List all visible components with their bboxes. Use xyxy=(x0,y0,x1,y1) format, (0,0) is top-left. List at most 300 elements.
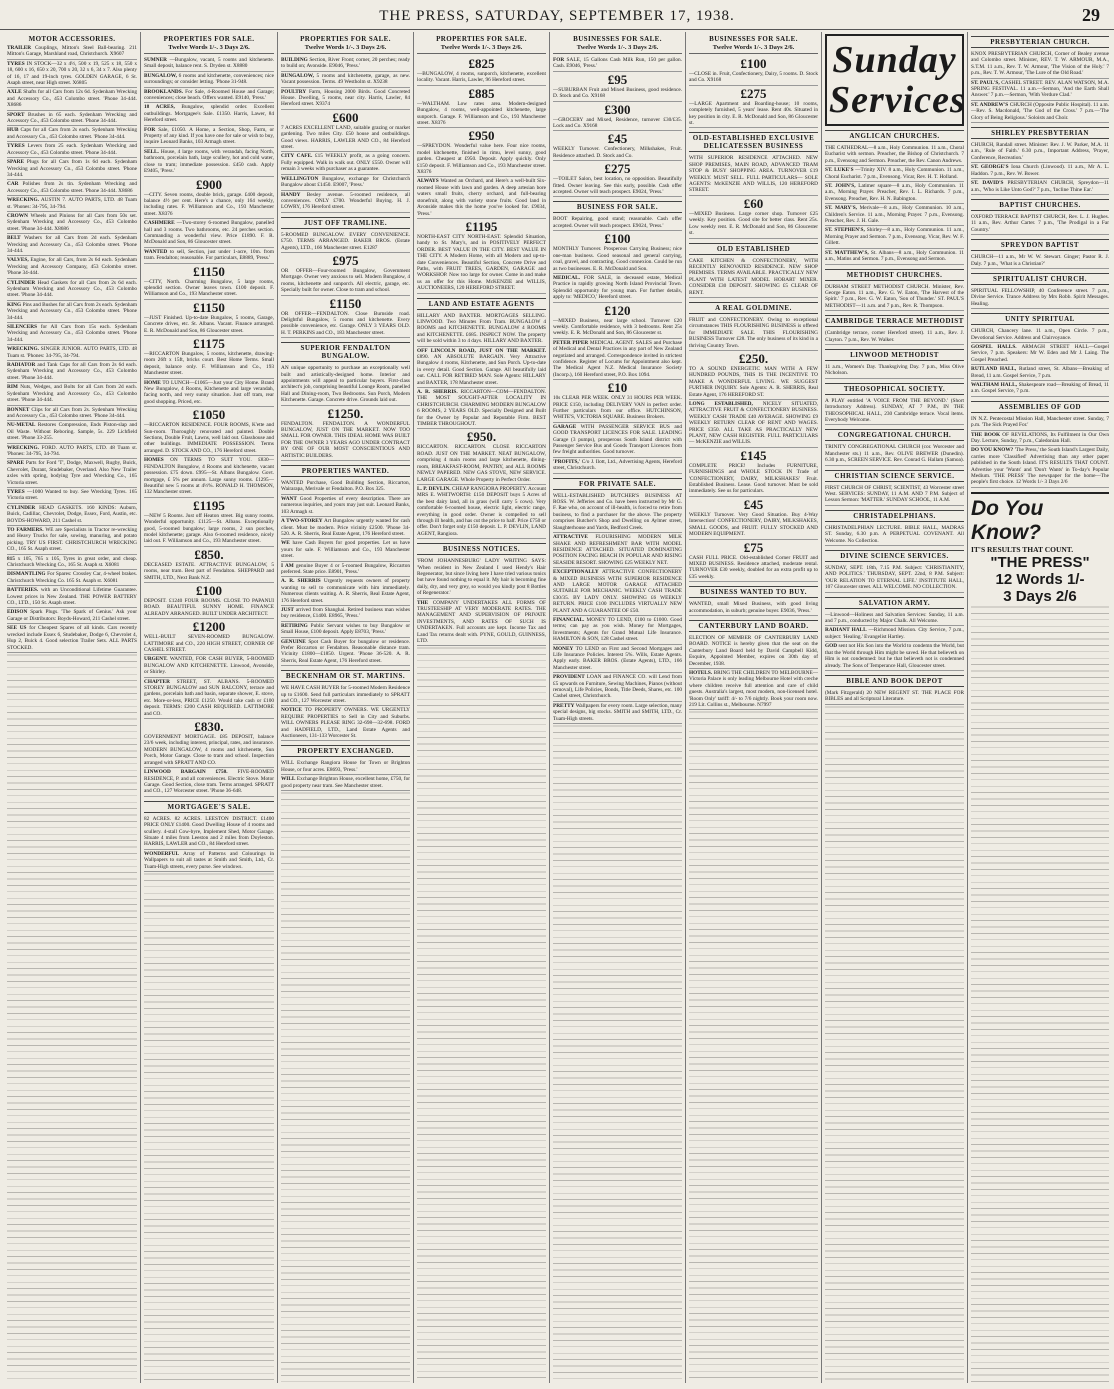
classified-ad xyxy=(553,215,682,231)
ad-body: Nuts, Wedges, and Bolts for all Cars from 2d each. Sydenham Wrecking and Accessory Co., 453 Colombo street. 'Phone 34-444. xyxy=(7,384,137,404)
column-heading: BUSINESSES FOR SALE. xyxy=(709,35,798,43)
classified-ad xyxy=(971,343,1109,365)
classified-ad xyxy=(553,533,682,568)
ad-keyword: CYLINDER xyxy=(7,504,36,511)
classified-ad xyxy=(144,177,274,220)
ad-body: FLOURISHING MODERN MILK SHAKE AND REFRESHMENT BAR WITH MODEL RESIDENCE ATTACHED. SITUATED DOMINATING POSITION FACING BEACH IN POPULAR AND RISING SEASIDE RESORT. SHOWING £25 WEEKLY NET. xyxy=(553,534,682,566)
ad-body: —WALTHAM. Low rates area. Modern-designed Bungalow, 4 rooms, well-appointed kitchenette, large sunporch. Garage. F. Williamson and Co., 193 Manchester street. X8376 xyxy=(417,100,546,127)
classified-ad xyxy=(144,498,274,547)
classified-ad xyxy=(553,131,682,161)
section-heading: SALVATION ARMY. xyxy=(825,597,964,609)
ad-body: WEEKLY Turnover. Very Good Situation. Buy 4-Way Intersection! CONFECTIONERY, DAIRY, MILKSHAKES, SMALL GOODS, and FRUIT. FULLY STOCKED AND MODERN EQUIPMENT. xyxy=(689,511,818,538)
classified-ad xyxy=(7,88,137,110)
ad-price: £1250. xyxy=(327,405,364,421)
masthead-title: THE PRESS, SATURDAY, SEPTEMBER 17, 1938. xyxy=(379,8,735,24)
ad-body: Urgently requests owners of property wanting to sell to communicate with him immediately. Numerous clients waiting. A. R. Sherris, Real Estate Agent, 176 Hereford street. xyxy=(281,578,410,604)
ad-body: SALE, 15 Gallons Cash Milk Run, 150 per gallon. Cash. E9046, 'Press.' xyxy=(553,57,682,70)
ad-body: Wheels and Pinions for all Cars from 50s set. Sydenham Wrecking and Accessory Co., 453 Colombo street. 'Phone 34-444. X8686 xyxy=(7,212,137,232)
classified-ad xyxy=(971,50,1109,79)
ad-body: —BUNGALOW, 4 rooms, sunporch, kitchenette, excellent locality. Vacant. Harris, Lawler, 96 Hereford street. xyxy=(417,71,546,84)
ad-price: £75 xyxy=(743,539,764,555)
ad-body: CHURCH, Randall street. Minister: Rev. J. W. Parker, M.A. 11 a.m., 'Rule of Faith.' 6.30 p.m., Important Address, 'Prayer, Conference, Recreation.' xyxy=(971,142,1109,161)
ad-body: DEPOSIT. £1240 FOUR ROOMS. CLOSE TO PAPANUI ROAD. BEAUTIFUL SUNNY HOME. FINANCE ALREADY ARRANGED. BUILT UNDER ARCHITECT. xyxy=(144,597,274,617)
classified-ad xyxy=(825,484,964,506)
section-heading: OLD ESTABLISHED xyxy=(689,243,818,255)
ad-body: Besley avenue. 5-roomed residence, all conveniences. ONLY £700. Wonderful Buying. H. J. LOWRY, 176 Hereford street. xyxy=(281,191,410,211)
classified-ad xyxy=(553,423,682,458)
ad-keyword: THE BOOK xyxy=(971,431,1001,438)
column-heading: PROPERTIES FOR SALE. xyxy=(163,35,255,43)
sunday-services-banner xyxy=(825,34,964,126)
ad-body: —CLOSE in. Fruit, Confectionery, Dairy, 5 rooms. D. Stock and Co. X9168 xyxy=(689,71,818,84)
section-heading: SPREYDON BAPTIST xyxy=(971,239,1109,251)
column-motor-accessories xyxy=(4,32,141,1383)
ad-body: Washers for all Cars from 2d each. Sydenham Wrecking and Accessory Co., 453 Colombo street. 'Phone 34-444. xyxy=(7,235,137,254)
ad-keyword: LINWOOD BARGAIN £750. xyxy=(144,769,228,776)
ad-keyword: ST. ANDREW'S xyxy=(971,101,1009,108)
classified-ad xyxy=(417,177,546,218)
ad-keyword: AXLE xyxy=(7,89,22,96)
ad-keyword: WONDERFUL xyxy=(144,850,180,857)
ad-keyword: EXCEPTIONALLY xyxy=(553,569,599,576)
ad-body: Section, River Front; corner, 20 perches; ready to build on; Avonside. E9046, 'Press.' xyxy=(281,57,410,70)
ad-keyword: CROWN xyxy=(7,212,28,219)
classified-ad xyxy=(7,234,137,256)
ad-body: x 105, 765 x 105, Tyres in great order, and cheap. Christchurch Wrecking Co., 165 St. Asaph st. X6081 xyxy=(7,555,137,569)
ad-body: Array of Patterns and Colourings in Wallpapers to suit all tastes at Smith and Smith, Ltd., Cr. Tuam-High streets, every purse. See windows. xyxy=(144,850,274,870)
press-tag: "THE PRESS" xyxy=(990,553,1090,571)
ad-body: FOR SALE, in deceased estate, Medical Practice in rapidly growing North Island Provincial Town. Splendid opportunity for young man. For further details, apply to: 'MEDICO,' Hereford street. xyxy=(553,274,682,301)
classified-ad xyxy=(144,547,274,583)
ad-body: BOOT Repairing, good stand; reasonable. Cash offer accepted. Owner will teach prospect. E9024, 'Press.' xyxy=(553,216,682,229)
classified-ad xyxy=(825,144,964,166)
classified-ad xyxy=(7,421,137,443)
ad-keyword: WRECKING. xyxy=(7,444,39,451)
ad-body: and Tank Caps for all Cars from 2s 6d each. Sydenham Wrecking and Accessory Co., 453 Colombo street. 'Phone 34-444. xyxy=(7,362,137,381)
ad-body: CHURCH—11 a.m., Mr W. W. Stewart. Ginger; Pastor R. J. Daly. 7 p.m., 'What is a Christian?' xyxy=(971,254,1109,267)
section-heading: MORTGAGEE'S SALE. xyxy=(144,801,274,813)
do-you-know-panel xyxy=(971,492,1109,605)
results-tagline: IT'S RESULTS THAT COUNT. xyxy=(971,544,1074,554)
ad-body: have Cash Buyers for good properties. Let us have yours for sale. F. Williamson and Co., 193 Manchester street. xyxy=(281,540,410,560)
ad-price: £300 xyxy=(604,101,631,117)
classified-ad xyxy=(144,336,274,379)
ad-body: 10s CLEAR PER WEEK. ONLY 31 HOURS PER WEEK. PRICE £150, including DELIVERY VAN in perfect order. Further particulars from our office. HUTCHINSON, WHITE'S, VICTORIA SQUARE. Business Brokers. xyxy=(553,395,682,421)
classified-ad xyxy=(971,141,1109,163)
ad-body: WILL Exchange Rangiora House for Town or Brighton House, or four acres. E8693, 'Press.' xyxy=(281,760,410,773)
section-heading: BUSINESS WANTED TO BUY. xyxy=(689,586,818,598)
ad-body: FIVE-ROOMED RESIDENCE, P. and all conveniences. Electric Stove. Motor Garage. Good Section, close tram. Terms arranged. SPRATT and CO., 127 Worcester street. 'Phone 36-648. xyxy=(144,769,274,795)
ad-keyword: SEE US xyxy=(7,625,27,632)
ad-price: £1150 xyxy=(193,263,225,279)
classified-ad xyxy=(417,86,546,129)
ad-body: arrived from Shanghai. Retired business man wishes buy residence, £1400. E8965, 'Press.' xyxy=(281,606,410,620)
ad-body: MEDICAL AGENT. SALES and Purchase of Medical and Dental Practices in any part of New Zealand negotiated and arranged. Correspondence invited in strictest confidence. Register of Locums for Appointment also kept. The Medical Agent N.Z. Medical Insurance Society (Incorp.), 160 Hereford street, P.O. Box 1094. xyxy=(553,339,682,378)
ad-keyword: PRETTY xyxy=(553,702,575,709)
ad-body: 6 rooms and kitchenette, conveniences; nice surroundings; or consider letting. 'Phone 31-948. xyxy=(144,72,274,86)
classified-ad xyxy=(281,253,410,296)
classified-ad xyxy=(825,226,964,248)
classified-ad xyxy=(553,702,682,724)
ad-price: £1150 xyxy=(329,295,362,311)
section-heading: JUST OFF TRAMLINE. xyxy=(281,217,410,229)
classified-ad xyxy=(144,264,274,300)
ad-body: OF REVELATIONS, Its Fulfilment in Our Own Day. Lecture, Sunday, 7 p.m., Caledonian Hall. xyxy=(971,431,1109,445)
ad-body: LOAN and FINANCE CO. will Lend from £5 upwards on Furniture, Sewing Machines, Pianos (without removal), Life Policies, Bonds, Title Deeds, Shares, etc. 100 Cashel street, Christchurch. xyxy=(553,674,682,700)
ad-body: IN N.Z. Pentecostal Mission Hall, Manchester street. Sunday, 7 p.m. 'The Sick Prayed For.' xyxy=(971,415,1109,429)
classified-ad xyxy=(417,388,546,429)
ad-price: £1200 xyxy=(192,619,226,635)
classified-ad xyxy=(281,577,410,606)
classified-ad xyxy=(553,161,682,197)
ad-keyword: POULTRY xyxy=(281,88,307,95)
ad-keyword: CYLINDER xyxy=(7,279,36,286)
classified-ad xyxy=(7,196,137,212)
classified-ad xyxy=(971,213,1109,235)
ad-keyword: SPORT xyxy=(7,111,25,118)
column-church-services-2 xyxy=(968,32,1112,1383)
ad-body: KNOX PRESBYTERIAN CHURCH, Corner of Bealey avenue and Colombo street. Minister, REV. T. W. ARMOUR, M.A., S.T.M. 11 a.m., Rev. T. W. Armour, 'The Vision of the Holy.' 7 p.m., Rev. T. W. Armour, 'The Lure of the Old Road.' xyxy=(971,51,1109,77)
ad-price: £95 xyxy=(607,71,628,87)
classified-ad xyxy=(144,56,274,72)
ad-keyword: PROVIDENT xyxy=(553,674,585,681)
do-you-know-title: Do You Know? xyxy=(971,496,1044,544)
ad-body: WANTED, small Mixed Business, with good living accommodation, in suburb; genuine buyer. E9036, 'Press.' xyxy=(689,601,818,614)
ad-keyword: JUST xyxy=(281,606,294,613)
ad-price: £1050 xyxy=(192,407,226,423)
ad-price: £250. xyxy=(738,350,769,366)
classified-ad xyxy=(281,175,410,191)
ad-keyword: 815 xyxy=(7,555,15,562)
ad-keyword: TYRES xyxy=(7,488,25,495)
ad-keyword: PETER PIPER xyxy=(553,339,589,346)
ad-body: —CITY. Seven rooms, double brick, garage. £400 deposit, balance 4½ per cent. Here's a chance, only 164 weekly, including rates. F. Williamson and Co., 193 Manchester street. X8376 xyxy=(144,191,274,217)
ad-body: HEAD GASKETS. 160 KINDS: Auburn, Buick, Cadillac, Chevrolet, Dodge, Essex, Ford, Austin, etc. BOYDS-HOWARD, 211 Cashel st. xyxy=(7,504,137,524)
classified-ad xyxy=(553,568,682,616)
classified-ad xyxy=(971,446,1109,487)
ad-keyword: LONG ESTABLISHED, xyxy=(689,401,753,407)
ad-keyword: GOSPEL HALLS. xyxy=(971,343,1017,350)
classified-ad xyxy=(7,323,137,345)
classified-ad xyxy=(553,492,682,533)
ad-body: for Cheapest Spares of all kinds. Cars recently wrecked include Essex 6, Studebaker, Dodge 6, Chevrolet 4, Hup 2, Buick 4. Good selection Trailer Sets. ALL PARTS STOCKED. xyxy=(7,625,137,651)
classified-ad xyxy=(7,142,137,158)
ad-keyword: WANT xyxy=(281,495,297,502)
ad-price: £1195 xyxy=(193,497,225,513)
column-properties-for-sale-2 xyxy=(278,32,414,1383)
ad-keyword: RADIATOR xyxy=(7,362,36,369)
ad-body: for All Cars from 15s each. Sydenham Wrecking and Accessory Co., 453 Colombo street. 'Phone 34-444. xyxy=(7,324,137,343)
classified-ad xyxy=(553,102,682,132)
ad-body: Latimer square—8 a.m., Holy Communion. 11 a.m., Morning Prayer. Preacher, Rev. I. L. Richards. 7 p.m., Evensong. Preacher, Rev. H. N. Babington. xyxy=(825,183,964,202)
ad-keyword: BATTERIES. xyxy=(7,587,39,594)
ad-body: WITH SUPERIOR RESIDENCE ATTACHED. NEW SHOP PREMISES, MAIN ROAD, ADVANCED TRAM STOP & BUSY SHOPPING AREA. TURNOVER £19 WEEKLY. MUST SELL. FULL PARTICULARS— SOLE AGENTS: McKENZIE AND WILLIS, 120 HEREFORD STREET. xyxy=(689,155,818,194)
sunday-services-title: Sunday Services xyxy=(829,39,966,121)
ad-keyword: ST. GEORGE'S xyxy=(971,164,1009,171)
column-church-services-1 xyxy=(822,32,968,1383)
column-rates: Twelve Words 1/-. 3 Days 2/6. xyxy=(144,44,274,54)
classified-ad xyxy=(553,616,682,645)
classified-ad xyxy=(971,253,1109,269)
column-rates: Twelve Words 1/-. 3 Days 2/6. xyxy=(689,44,818,54)
classified-ad xyxy=(689,316,818,351)
classified-ad xyxy=(144,126,274,148)
ad-keyword: CAR xyxy=(7,181,19,188)
classified-ad xyxy=(281,56,410,72)
classified-ad xyxy=(7,488,137,504)
ad-price: £600 xyxy=(332,109,359,125)
ad-keyword: RETIRING xyxy=(281,622,308,629)
ad-keyword: TRAILER xyxy=(7,45,32,51)
ad-body: —RICCARTON RESIDENCE. FOUR ROOMS, K'ette and Sun-room. Thoroughly renovated and painted. Double Sections, Double Fruit, Lawns, well laid out. Glasshouse and other buildings. IMMEDIATE POSSESSION. Terms arranged. D. STOCK AND CO., 176 Hereford street. xyxy=(144,422,274,454)
ad-body: FORD. AUTO PARTS, LTD. 48 Tuam st. 'Phones: 34-795, 34-794. xyxy=(7,444,137,457)
classified-ad xyxy=(689,600,818,616)
ad-body: WEEKLY Turnover. Confectionery, Milkshakes, Fruit. Residence attached. D. Stock and Co. xyxy=(553,146,682,159)
classified-ad xyxy=(281,706,410,741)
ad-keyword: BUNGALOW, xyxy=(144,72,177,79)
ad-body: —LARGE Apartment and Boarding-house; 10 rooms, completely furnished, 5 years' lease. Rent 40s. Situated in key position in city. E. R. McDonald and Son, 86 Gloucester st. xyxy=(689,100,818,127)
section-heading: ASSEMBLIES OF GOD xyxy=(971,401,1109,413)
classified-ad xyxy=(7,301,137,323)
classified-ad xyxy=(417,219,546,294)
ad-body: AN unique opportunity to purchase an exceptionally well built and artistically-designed home. Interior and appointments will appeal to particular buyers. First-class architect's job, comprising beautiful Lounge Room, panelled Hall and Dining-room, Two Bedrooms. Sun Porch, Modern Kitchenette. Garage. Concrete drive. Grounds laid out. xyxy=(281,365,410,404)
section-heading: METHODIST CHURCHES. xyxy=(825,269,964,281)
section-heading: BIBLE AND BOOK DEPOT xyxy=(825,675,964,687)
classified-ad xyxy=(144,88,274,104)
ad-list xyxy=(144,56,274,872)
section-heading: LAND AND ESTATE AGENTS xyxy=(417,298,546,310)
ad-body: Shafts for all Cars from 12s 6d. Sydenham Wrecking and Accessory Co., 453 Colombo street. 'Phone 34-444. X8686 xyxy=(7,89,137,109)
section-heading: BECKENHAM OR ST. MARTINS. xyxy=(281,670,410,682)
ad-keyword: EDISON xyxy=(7,609,28,616)
fine-print-texture xyxy=(553,724,682,1383)
ad-body: Wallpapers for every room. Large selection, many special designs, big stocks. SMITH and SMITH, LTD., Cr. Tuam-High streets. xyxy=(553,702,682,722)
ad-body: Exchange Brighton House, excellent home, £750, for good property near tram. See Manchester street. xyxy=(281,776,410,789)
ad-keyword: FINANCIAL. xyxy=(553,616,585,623)
classified-ad xyxy=(971,381,1109,397)
classified-ad xyxy=(7,60,137,89)
section-heading: DIVINE SCIENCE SERVICES. xyxy=(825,550,964,562)
ad-keyword: RIM xyxy=(7,384,18,391)
classified-ad xyxy=(7,212,137,234)
ad-keyword: WE xyxy=(281,540,290,547)
ad-body: 11 a.m., Women's Day. Thanksgiving Day. 7 p.m., Miss Olive Nicholson. xyxy=(825,363,964,377)
section-heading: ANGLICAN CHURCHES. xyxy=(825,130,964,142)
classified-ad xyxy=(689,497,818,540)
fine-print-texture xyxy=(825,705,964,1383)
ad-keyword: SPARE xyxy=(7,460,24,467)
classified-ad xyxy=(417,128,546,177)
classified-ad xyxy=(7,526,137,555)
classified-ad xyxy=(553,56,682,72)
ad-keyword: URGENT. xyxy=(144,656,168,663)
ad-price: £1195 xyxy=(465,218,498,234)
ad-keyword: ST. JOHN'S, xyxy=(825,183,856,190)
ad-body: with an Unconditional Lifetime Guarantee. Lowest prices in New Zealand. THE POWER BATTERY CO., LTD., 150 St. Asaph street. xyxy=(7,587,137,607)
classified-ad xyxy=(553,72,682,102)
ad-keyword: WRECKING. xyxy=(7,346,39,353)
ad-body: For Spares: Crossley Car, 4-wheel brakes. Christchurch Wrecking Co. 165 St. Asaph st. X6081 xyxy=(7,571,137,584)
classified-ad xyxy=(7,586,137,608)
ad-body: 5 rooms and kitchenette, garage, as new. Vacant possession. Terms. 49 Westholm st. X9238 xyxy=(281,72,410,86)
classified-ad xyxy=(7,361,137,383)
classified-ad xyxy=(281,495,410,517)
ad-list xyxy=(689,56,818,710)
classified-ad xyxy=(825,524,964,546)
ad-keyword: A TWO-STOREY xyxy=(281,518,323,525)
ad-body: Restores Compression, Ends Piston-slap and Oil Waste. Without Reboring. Sample, 5s. 229 Lichfield street. 'Phone 33-255. xyxy=(7,422,137,442)
ad-body: sent not His Son into the World to condemn the World, but that the World through Him might be saved. He that believeth on Him is not condemned: but he that believeth not is condemned already. The Sons of Temperance Hall, Gloucester street. xyxy=(825,643,964,669)
ad-body: Brushes in 65 each. Sydenham Wrecking and Accessory Co., 453 Colombo street. 'Phone 34-444. xyxy=(7,111,137,125)
ad-list xyxy=(825,130,964,705)
classified-ad xyxy=(281,231,410,253)
classified-ad xyxy=(281,72,410,88)
classified-ad xyxy=(7,406,137,422)
classified-ad xyxy=(281,517,410,539)
column-businesses-for-sale-2 xyxy=(686,32,822,1383)
classified-ad xyxy=(7,279,137,301)
ad-keyword: L. P. DEVLIN. xyxy=(417,485,451,492)
ad-body: WE HAVE CASH BUYER for 5-roomed Modern Residence up to £1600. Send full particulars immediately to SPRATT and CO., 127 Worcester street. xyxy=(281,685,410,705)
classified-ad xyxy=(825,689,964,705)
ad-body: FRUIT and CONFECTIONERY. Owing to exceptional circumstances THIS FLOURISHING BUSINESS is offered for IMMEDIATE SALE. THIS FLOURISHING BUSINESS Turnover £28. The only business of its kind in a thriving Country Town. xyxy=(689,316,818,349)
ad-price: £45 xyxy=(607,131,628,147)
classified-ad xyxy=(971,431,1109,447)
classified-ad xyxy=(417,429,546,484)
classified-ad xyxy=(825,611,964,627)
ad-keyword: WALTHAM HALL, xyxy=(971,382,1017,388)
ad-body: 7 ACRES EXCELLENT LAND, suitable grazing or market gardening. Two miles City. £50 house and outbuildings. Good views. HARRIS, LAWLER AND CO., 84 Hereford street. xyxy=(281,124,410,151)
ad-keyword: OFF LINCOLN ROAD, JUST ON THE MARKET. xyxy=(417,347,546,354)
ad-body: SUNDAY, SEPT. 18th, 7.15 P.M. Subject: 'CHRISTIANITY, AND POLITICS.' THURSDAY, SEPT. 22nd, 8 P.M. Subject: 'OUR RELATION TO ETERNAL LIFE.' INSTITUTE HALL, 107 Gloucester street. ALL WELCOME. NO COLLECTION. xyxy=(825,565,964,591)
classified-ad xyxy=(281,296,410,339)
ad-keyword: SPARE xyxy=(7,159,24,166)
ad-keyword: MEDICAL. xyxy=(553,274,580,281)
ad-body: 'FROM JOHANNESBURG' LADY WRITING SAYS: 'When resident in New Zealand I used Hendy's Hair Regenerator, but since living here I have tried various tonics but have found nothing to equal it. My hair is becoming fine daily, dry, and very grey, so would you kindly post 8 Bottles of Regenerator.' xyxy=(417,558,546,597)
ad-keyword: I AM xyxy=(281,562,294,569)
fine-print-texture xyxy=(7,653,137,1383)
ad-body: OR OFFER—Four-roomed Bungalow, Government Mortgage. Owner very anxious to sell. Modern Bungalow, 4 rooms, kitchenette and sunporch. All electric, garage, etc. Specially built for owner. Close to tram and school. xyxy=(281,267,410,294)
classified-ad xyxy=(144,148,274,177)
ad-body: genuine Buyer 4 or 5-roomed Bungalow, Riccarton preferred. State price. E8901, 'Press.' xyxy=(281,562,410,575)
ad-body: PRESBYTERIAN CHURCH, Spreydon—11 a.m., 'Who is Like Unto God?' 7 p.m., 'Incline Thine Ear.' xyxy=(971,180,1109,193)
fine-print-texture xyxy=(281,791,410,1383)
classified-ad xyxy=(689,448,818,497)
ad-body: —Linwood—Holiness and Salvation Services: Sunday, 11 a.m. and 7 p.m., conducted by Major Chalk. All Welcome. xyxy=(825,611,964,625)
ad-body: Good Properties of every description. There are numerous inquiries, and yours may just suit. Leonard Banks, 103 Armagh st. xyxy=(281,495,410,515)
ad-price: £975 xyxy=(332,252,359,268)
ad-body: House, 4 large rooms, with verandah, facing North, bathroom, porcelain bath, large scullery, hot and cold water, close to tram; immediate possession. £450 cash. Apply E9405, 'Press.' xyxy=(144,148,274,175)
ad-body: RICCARTON. RICCARTON. CLOSE RICCARTON ROAD. JUST ON THE MARKET. NEAT BUNGALOW, comprising 4 main rooms and large kitchenette, dining-room, BREAKFAST-ROOM, PANTRY, and ALL ROOMS NEWLY PAPERED. NEW GAS STOVE, NEW SERVICE. LARGE GARAGE. Whole Property in Perfect Order. xyxy=(417,444,546,483)
ad-price: £1175 xyxy=(193,336,225,351)
ad-list xyxy=(553,56,682,724)
section-heading: CAMBRIDGE TERRACE METHODIST xyxy=(825,317,964,326)
ad-body: CHRISTADELPHIAN LECTURE. BIBLE HALL, MADRAS ST. Sunday, 6.30 p.m. A PERPETUAL COVENANT. All Welcome. No Collection. xyxy=(825,524,964,544)
ad-body: £15 WEEKLY profit, as a going concern. Fully equipped. Walk in walk out. ONLY £550. Owner will remain 3 weeks with purchaser as a guarantee. xyxy=(281,153,410,173)
ad-body: HILLARY AND BAXTER. MORTGAGES SELLING. LINWOOD. Two Minutes From Tram. BUNGALOW 4 ROOMS and KITCHENETTE. BUNGALOW 4 ROOMS and KITCHENETTE. £685. INSPECT NOW. The property will be sold within 3 to 4 days. HILLARY AND BAXTER. xyxy=(417,312,546,345)
classified-ad xyxy=(971,163,1109,179)
ad-price: £45 xyxy=(743,496,764,512)
ad-body: TO PROPERTY OWNERS. WE URGENTLY REQUIRE PROPERTIES to Sell in City and Suburbs. WILL OWNERS PLEASE RING 32-698—32-698. FORD and HADFIELD, LTD., Land Estate Agents and Auctioneers, 131-133 Worcester St. xyxy=(281,707,410,740)
ad-body: Art Bungalow urgently wanted for cash client. Must be modern. Price vicinity £2500. 'Phone 34-520. A. R. Sherris, Real Estate Agent, 176 Hereford street. xyxy=(281,518,410,537)
ad-keyword: WANTED xyxy=(144,248,168,255)
ad-body: Wanted an Orchard, and Here's a well-built Six-roomed House with lawn and garden. A deep artesian bore waters small fruits, cherry orchard, and full-bearing stonefruit, along with variety stone fruits. Good land in Avonside makes this the home you've looked for. £9034, 'Press.' xyxy=(417,178,546,217)
ad-body: FENDALTON. FENDALTON. A WONDERFUL BUNGALOW, JUST ON THE MARKET. NOW TOO SMALL FOR OWNER. THIS IDEAL HOME WAS BUILT FOR THE OWNER 3 YEARS AGO UNDER CONTRACT BY ONE OF OUR MOST CONSCIENTIOUS AND ARTISTIC BUILDERS. xyxy=(281,420,410,459)
classified-ad xyxy=(7,444,137,460)
ad-list xyxy=(971,36,1109,605)
column-businesses-for-sale-1 xyxy=(550,32,686,1383)
ad-body: FIRST CHURCH OF CHRIST, SCIENTIST, 43 Worcester street West. SERVICES: SUNDAY, 11 A.M. AND 7 P.M. Subject of Lesson Sermon: 'MATTER.' SUNDAY SCHOOL, 11 A.M. xyxy=(825,484,964,504)
classified-ad xyxy=(144,655,274,677)
ad-price: £830. xyxy=(194,719,224,735)
classified-ad xyxy=(825,564,964,593)
ad-body: ELECTION OF MEMBER OF CANTERBURY LAND BOARD. NOTICE is hereby given that the seat on the Canterbury Land Board held by David Campbell Kidd, Esquire, Appointed Member, expires on 30th day of December, 1938. xyxy=(689,634,818,667)
ad-body: —Two-storey 6-roomed Bungalow, panelled hall and 3 rooms. Two bathrooms, etc. 24 perches section. Commanding a wonderful view. Price £1890. F. R. McDonald and Son, 86 Gloucester street. xyxy=(144,220,274,246)
ad-body: MONTHLY Turnover. Prosperous Carrying Business; nice one-man business. Good seasonal and general carrying, coal, gravel, and contracting. Good connexion. Could be run as two businesses. E. R. McDonald and Son. xyxy=(553,246,682,272)
ad-body: ON TERMS TO SUIT YOU. £830—FENDALTON Bungalow, 4 Rooms and kitchenette, vacant possession. £75 down. £995—St. Albans Bungalow. Govt. mortgage, £ 5% per annum. Large sunny rooms. £1295—Beautiful new 5 rooms at 4½%. RONALD H. THOMSON, 132 Manchester street. xyxy=(144,457,274,496)
ad-body: Bungalow, exchange for Christchurch Bungalow about £1450. E9007, 'Press.' xyxy=(281,175,410,189)
section-heading: BAPTIST CHURCHES. xyxy=(971,199,1109,211)
ad-body: TO LEND on First and Second Mortgages and Life Insurance Policies. Interest 5%. Wills, Estate Agents. Apply early. BAKER BROS. (Estate Agents), LTD., 166 Manchester street. xyxy=(553,645,682,671)
classified-ad xyxy=(825,182,964,204)
ad-keyword: WELLINGTON xyxy=(281,175,319,182)
ad-body: WELL-ESTABLISHED BUTCHER'S BUSINESS AT ROSS. W. Jefferies and Co. have been instructed by Mr G. F. Rae who, on account of ill-health, is forced to retire from business, to find a purchaser for the above. The property comprises Butcher's Shop and Dwelling on Aylmer street, Slaughterhouse and Yards, Bedford Creek. xyxy=(553,492,682,531)
ad-list xyxy=(7,44,137,653)
classified-ad xyxy=(417,312,546,347)
classified-ad xyxy=(825,329,964,345)
ad-body: Sale, £1050. A Home, a Section, Shop, Farm, or Property of any kind. If you have one for sale or wish to buy, inquire Leonard Banks, 103 Armagh street. xyxy=(144,126,274,146)
classified-ad xyxy=(144,219,274,248)
ad-keyword: A. R. SHERRIS. xyxy=(417,389,458,396)
classified-ad xyxy=(553,274,682,303)
ad-list xyxy=(281,56,410,791)
classified-ad xyxy=(417,557,546,598)
ad-body: Engine, for all Cars, from 2s 6d each. Sydenham Wrecking and Accessory Company, 453 Colombo street. 'Phone 34-444. xyxy=(7,257,137,277)
ad-body: ARMAGH STREET HALL—Gospel Service, 7 p.m. Speakers: Mr W. Eden and Mr J. Laing. The Gospel Preached. xyxy=(971,343,1109,363)
ad-body: CHEAP RANGIORA PROPERTY. Account MRS E. WHITWORTH: £150 DEPOSIT buys 5 Acres of the best dairy land, all in grass (will carry 5 cows). Very comfortable 6-roomed house, electric light, electric range, everything in good order. Owner is compelled to sell through ill health, and has cut the price to half. Price £750 or offer. Don't forget only £150 deposit. L. P. DEVLIN, LAND AGENT, Rangiora. xyxy=(417,485,546,537)
ad-body: STREET, ST. ALBANS. 5-ROOMED STOREY BUNGALOW and SUN BALCONY, terrace and gardens, porcelain bath and basin, separate shower, E. stove, etc. More-or-less, PRICE £1250. Would take cash or £100 deposit. TERMS: £200 CASH REQUIRED. LATTIMORE and CO. xyxy=(144,678,274,717)
ad-body: WE are Specialists in Tractor re-wrecking and Heavy Trucks for sale, sowing, manuring, and potato picking. TRY US FIRST. CHRISTCHURCH WRECKING CO., 165 St. Asaph street. xyxy=(7,527,137,553)
ad-body: A PLAY entitled 'A VOICE FROM THE BEYOND.' (Short Introductory Address). SUNDAY, AT 7 P.M., IN THE THEOSOPHICAL HALL, 230 Cambridge terrace. Vocal items. Everybody Welcome. xyxy=(825,397,964,423)
classified-ad xyxy=(825,642,964,671)
classified-ad xyxy=(281,606,410,622)
ad-body: TRINITY CONGREGATIONAL CHURCH (cor. Worcester and Manchester sts.) 11 a.m., Rev. OLIVE BREWER (Dunedin). 6.30 p.m., SCREEN SERVICE. Rev. Conrad G. Hallam (Samoa). xyxy=(825,444,964,464)
ad-body: —TOILET Salon, best location, no opposition. Beautifully fitted. Owner leaving. See this early, possible. Cash offer accepted. Owner will teach prospect. E9024, 'Press.' xyxy=(553,176,682,196)
classified-ad xyxy=(281,759,410,775)
classified-ad xyxy=(689,154,818,195)
classified-ad xyxy=(281,562,410,578)
ad-body: ATTRACTIVE CONFECTIONERY & MIXED BUSINESS WITH SUPERIOR RESIDENCE AND LARGE MOTOR GARAGE ATTACHED SUITABLE FOR MECHANIC. WEEKLY CASH TRADE £30/35. BY LADY ONLY. SHOWING £6 WEEKLY RETURN. PRICE £100 INCLUDES VIRTUALLY NEW PLANT AND A GUARANTEE OF £50. xyxy=(553,569,682,614)
section-heading: PROPERTIES WANTED. xyxy=(281,465,410,477)
ad-body: MONEY TO LEND, £100 to £1000. Good terms; can pay as you wish. Money for Mortgages, Investments; Agents for Grand Mutual Life Insurance. HAMILTON & SON, 128 Cashel street. xyxy=(553,616,682,643)
pricing-words: 12 Words 1/- xyxy=(995,570,1085,588)
ad-body: Pins and Bushes for all Cars from 2s each. Sydenham Wrecking and Accessory Co., 453 Colombo street. 'Phone 34-444. xyxy=(7,301,137,321)
ad-keyword: TYRES xyxy=(7,60,25,67)
section-heading: SHIRLEY PRESBYTERIAN xyxy=(971,127,1109,139)
ad-body: —RICCARTON Bungalow, 5 rooms, kitchenette, drawing-room 26ft x 15ft, bricks court. Best Home Terms. Small deposit, balance only. F. Williamson and Co., 193 Manchester street. xyxy=(144,351,274,377)
classified-ad xyxy=(825,626,964,642)
ad-price: £950 xyxy=(468,128,495,144)
section-heading: CANTERBURY LAND BOARD. xyxy=(689,620,818,632)
classified-ad xyxy=(825,283,964,312)
classified-ad xyxy=(281,110,410,153)
ad-body: Iona Church (Linwood). 11 a.m., Mr A. L. Haddon. 7 p.m., Rev. W. Bower. xyxy=(971,164,1109,177)
classified-ad xyxy=(144,300,274,336)
ad-body: WANTED Purchase, Good Building Section, Riccarton, Wairarapa, Merivale or Fendalton. P.O. Box 325. xyxy=(281,480,410,493)
classified-ad xyxy=(7,158,137,180)
classified-ad xyxy=(7,608,137,624)
ad-keyword: 18 ACRES, xyxy=(144,104,175,111)
